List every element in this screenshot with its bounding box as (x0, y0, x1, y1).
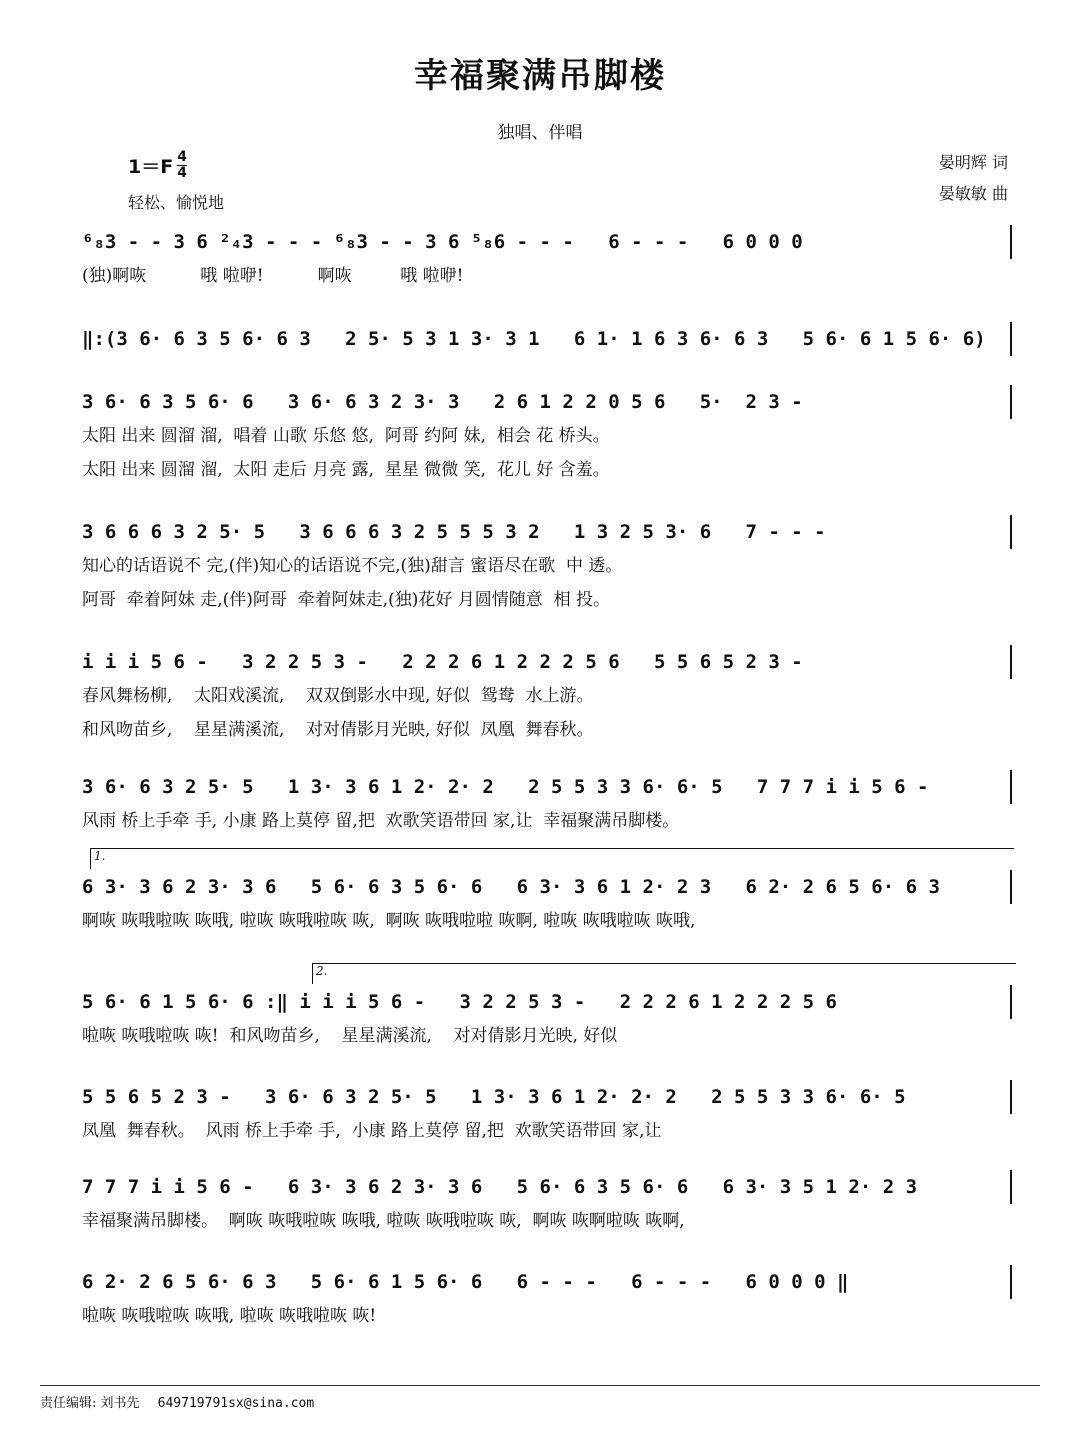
barline (1010, 1080, 1012, 1114)
composer-credit: 晏敏敏 曲 (938, 184, 1008, 203)
footer (40, 1385, 1040, 1411)
barline (1010, 985, 1012, 1019)
barline (1010, 385, 1012, 419)
notation-text: 7 7 7 i i 5 6 - 6 3· 3 6 2 3· 3 6 5 6· 6 3 5 6· 6 6 3· 3 5 1 2· 2 3 (82, 1176, 918, 1198)
notation-text: 5 6· 6 1 5 6· 6 :‖ i i i 5 6 - 3 2 2 5 3 - 2 2 2 6 1 2 2 2 5 6 (82, 991, 837, 1013)
notation-line (82, 870, 1012, 904)
notation-line (82, 985, 1012, 1019)
lyric-line: 啊咴 咴哦啦咴 咴哦, 啦咴 咴哦啦咴 咴, 啊咴 咴哦啦啦 咴啊, 啦咴 咴哦啦咴 咴哦, (82, 911, 696, 931)
barline (1010, 770, 1012, 804)
notation-line (82, 1170, 1012, 1204)
notation-text: ⁶₈3 - - 3 6 ²₄3 - - - ⁶₈3 - - 3 6 ⁵₈6 - - - 6 - - - 6 0 0 0 (82, 231, 803, 253)
barline (1010, 515, 1012, 549)
notation-line (82, 515, 1012, 549)
score-system (82, 322, 1012, 356)
score-system (82, 1170, 1012, 1238)
notation-line (82, 645, 1012, 679)
lyric-line: 啦咴 咴哦啦咴 咴! 和风吻苗乡, 星星满溪流, 对对倩影月光映, 好似 (82, 1026, 618, 1046)
notation-text: 6 2· 2 6 5 6· 6 3 5 6· 6 1 5 6· 6 6 - - - 6 - - - 6 0 0 0 ‖ (82, 1271, 849, 1293)
score-system (82, 225, 1012, 293)
score-system (82, 964, 1012, 1053)
lyric-line: 知心的话语说不 完,(伴)知心的话语说不完,(独)甜言 蜜语尽在歌 中 透。 (82, 556, 623, 576)
notation-text: 6 3· 3 6 2 3· 3 6 5 6· 6 3 5 6· 6 6 3· 3 6 1 2· 2 3 6 2· 2 6 5 6· 6 3 (82, 876, 940, 898)
editor-email: 649719791sx@sina.com (157, 1396, 315, 1411)
song-title: 幸福聚满吊脚楼 (414, 56, 666, 96)
notation-text: 3 6· 6 3 5 6· 6 3 6· 6 3 2 3· 3 2 6 1 2 2 0 5 6 5· 2 3 - (82, 391, 803, 413)
performance-note: 独唱、伴唱 (497, 123, 583, 143)
lyric-line: (独)啊咴 哦 啦咿! 啊咴 哦 啦咿! (82, 266, 464, 286)
lyric-line: 太阳 出来 圆溜 溜, 唱着 山歌 乐悠 悠, 阿哥 约阿 妹, 相会 花 桥头。 (82, 426, 610, 446)
key-label: 1＝F (128, 156, 174, 178)
lyric-line: 阿哥 牵着阿妹 走,(伴)阿哥 牵着阿妹走,(独)花好 月圆情随意 相 投。 (82, 590, 610, 610)
editor-credit: 责任编辑: 刘书先 (40, 1396, 140, 1411)
lyricist-credit: 晏明辉 词 (938, 153, 1008, 172)
lyric-line: 风雨 桥上手牵 手, 小康 路上莫停 留,把 欢歌笑语带回 家,让 幸福聚满吊脚楼。 (82, 811, 680, 831)
score-system (82, 770, 1012, 838)
volta-bracket: 1. (90, 848, 1014, 869)
notation-line (82, 1080, 1012, 1114)
notation-text: i i i 5 6 - 3 2 2 5 3 - 2 2 2 6 1 2 2 2 5 6 5 5 6 5 2 3 - (82, 651, 803, 673)
score-system (82, 515, 1012, 617)
notation-line (82, 225, 1012, 259)
score-system (82, 385, 1012, 487)
volta-bracket: 2. (312, 963, 1016, 984)
notation-text: 3 6· 6 3 2 5· 5 1 3· 3 6 1 2· 2· 2 2 5 5 3 3 6· 6· 5 7 7 7 i i 5 6 - (82, 776, 929, 798)
lyric-line: 春风舞杨柳, 太阳戏溪流, 双双倒影水中现, 好似 鸳鸯 水上游。 (82, 686, 594, 706)
notation-text: 5 5 6 5 2 3 - 3 6· 6 3 2 5· 5 1 3· 3 6 1 2· 2· 2 2 5 5 3 3 6· 6· 5 (82, 1086, 906, 1108)
notation-line (82, 1265, 1012, 1299)
notation-text: ‖:(3 6· 6 3 5 6· 6 3 2 5· 5 3 1 3· 3 1 6 1· 1 6 3 6· 6 3 5 6· 6 1 5 6· 6) (82, 328, 986, 350)
lyric-line: 太阳 出来 圆溜 溜, 太阳 走后 月亮 露, 星星 微微 笑, 花儿 好 含羞。 (82, 460, 610, 480)
barline (1010, 1265, 1012, 1299)
barline (1010, 322, 1012, 356)
score-system (82, 1265, 1012, 1333)
barline (1010, 645, 1012, 679)
lyric-line: 幸福聚满吊脚楼。 啊咴 咴哦啦咴 咴哦, 啦咴 咴哦啦咴 咴, 啊咴 咴啊啦咴 咴啊, (82, 1211, 685, 1231)
score-system (82, 1080, 1012, 1148)
lyric-line: 凤凰 舞春秋。 风雨 桥上手牵 手, 小康 路上莫停 留,把 欢歌笑语带回 家,让 (82, 1121, 662, 1141)
score-system (82, 849, 1012, 938)
notation-line (82, 770, 1012, 804)
lyric-line: 啦咴 咴哦啦咴 咴哦, 啦咴 咴哦啦咴 咴! (82, 1306, 377, 1326)
key-signature (128, 150, 187, 181)
tempo-marking: 轻松、愉悦地 (128, 193, 225, 212)
barline (1010, 1170, 1012, 1204)
notation-line (82, 385, 1012, 419)
lyric-line: 和风吻苗乡, 星星满溪流, 对对倩影月光映, 好似 凤凰 舞春秋。 (82, 720, 594, 740)
notation-line (82, 322, 1012, 356)
barline (1010, 870, 1012, 904)
notation-text: 3 6 6 6 3 2 5· 5 3 6 6 6 3 2 5 5 5 3 2 1 3 2 5 3· 6 7 - - - (82, 521, 826, 543)
barline (1010, 225, 1012, 259)
time-signature: $\frac{4}{4}$ (177, 149, 187, 181)
score-system (82, 645, 1012, 747)
